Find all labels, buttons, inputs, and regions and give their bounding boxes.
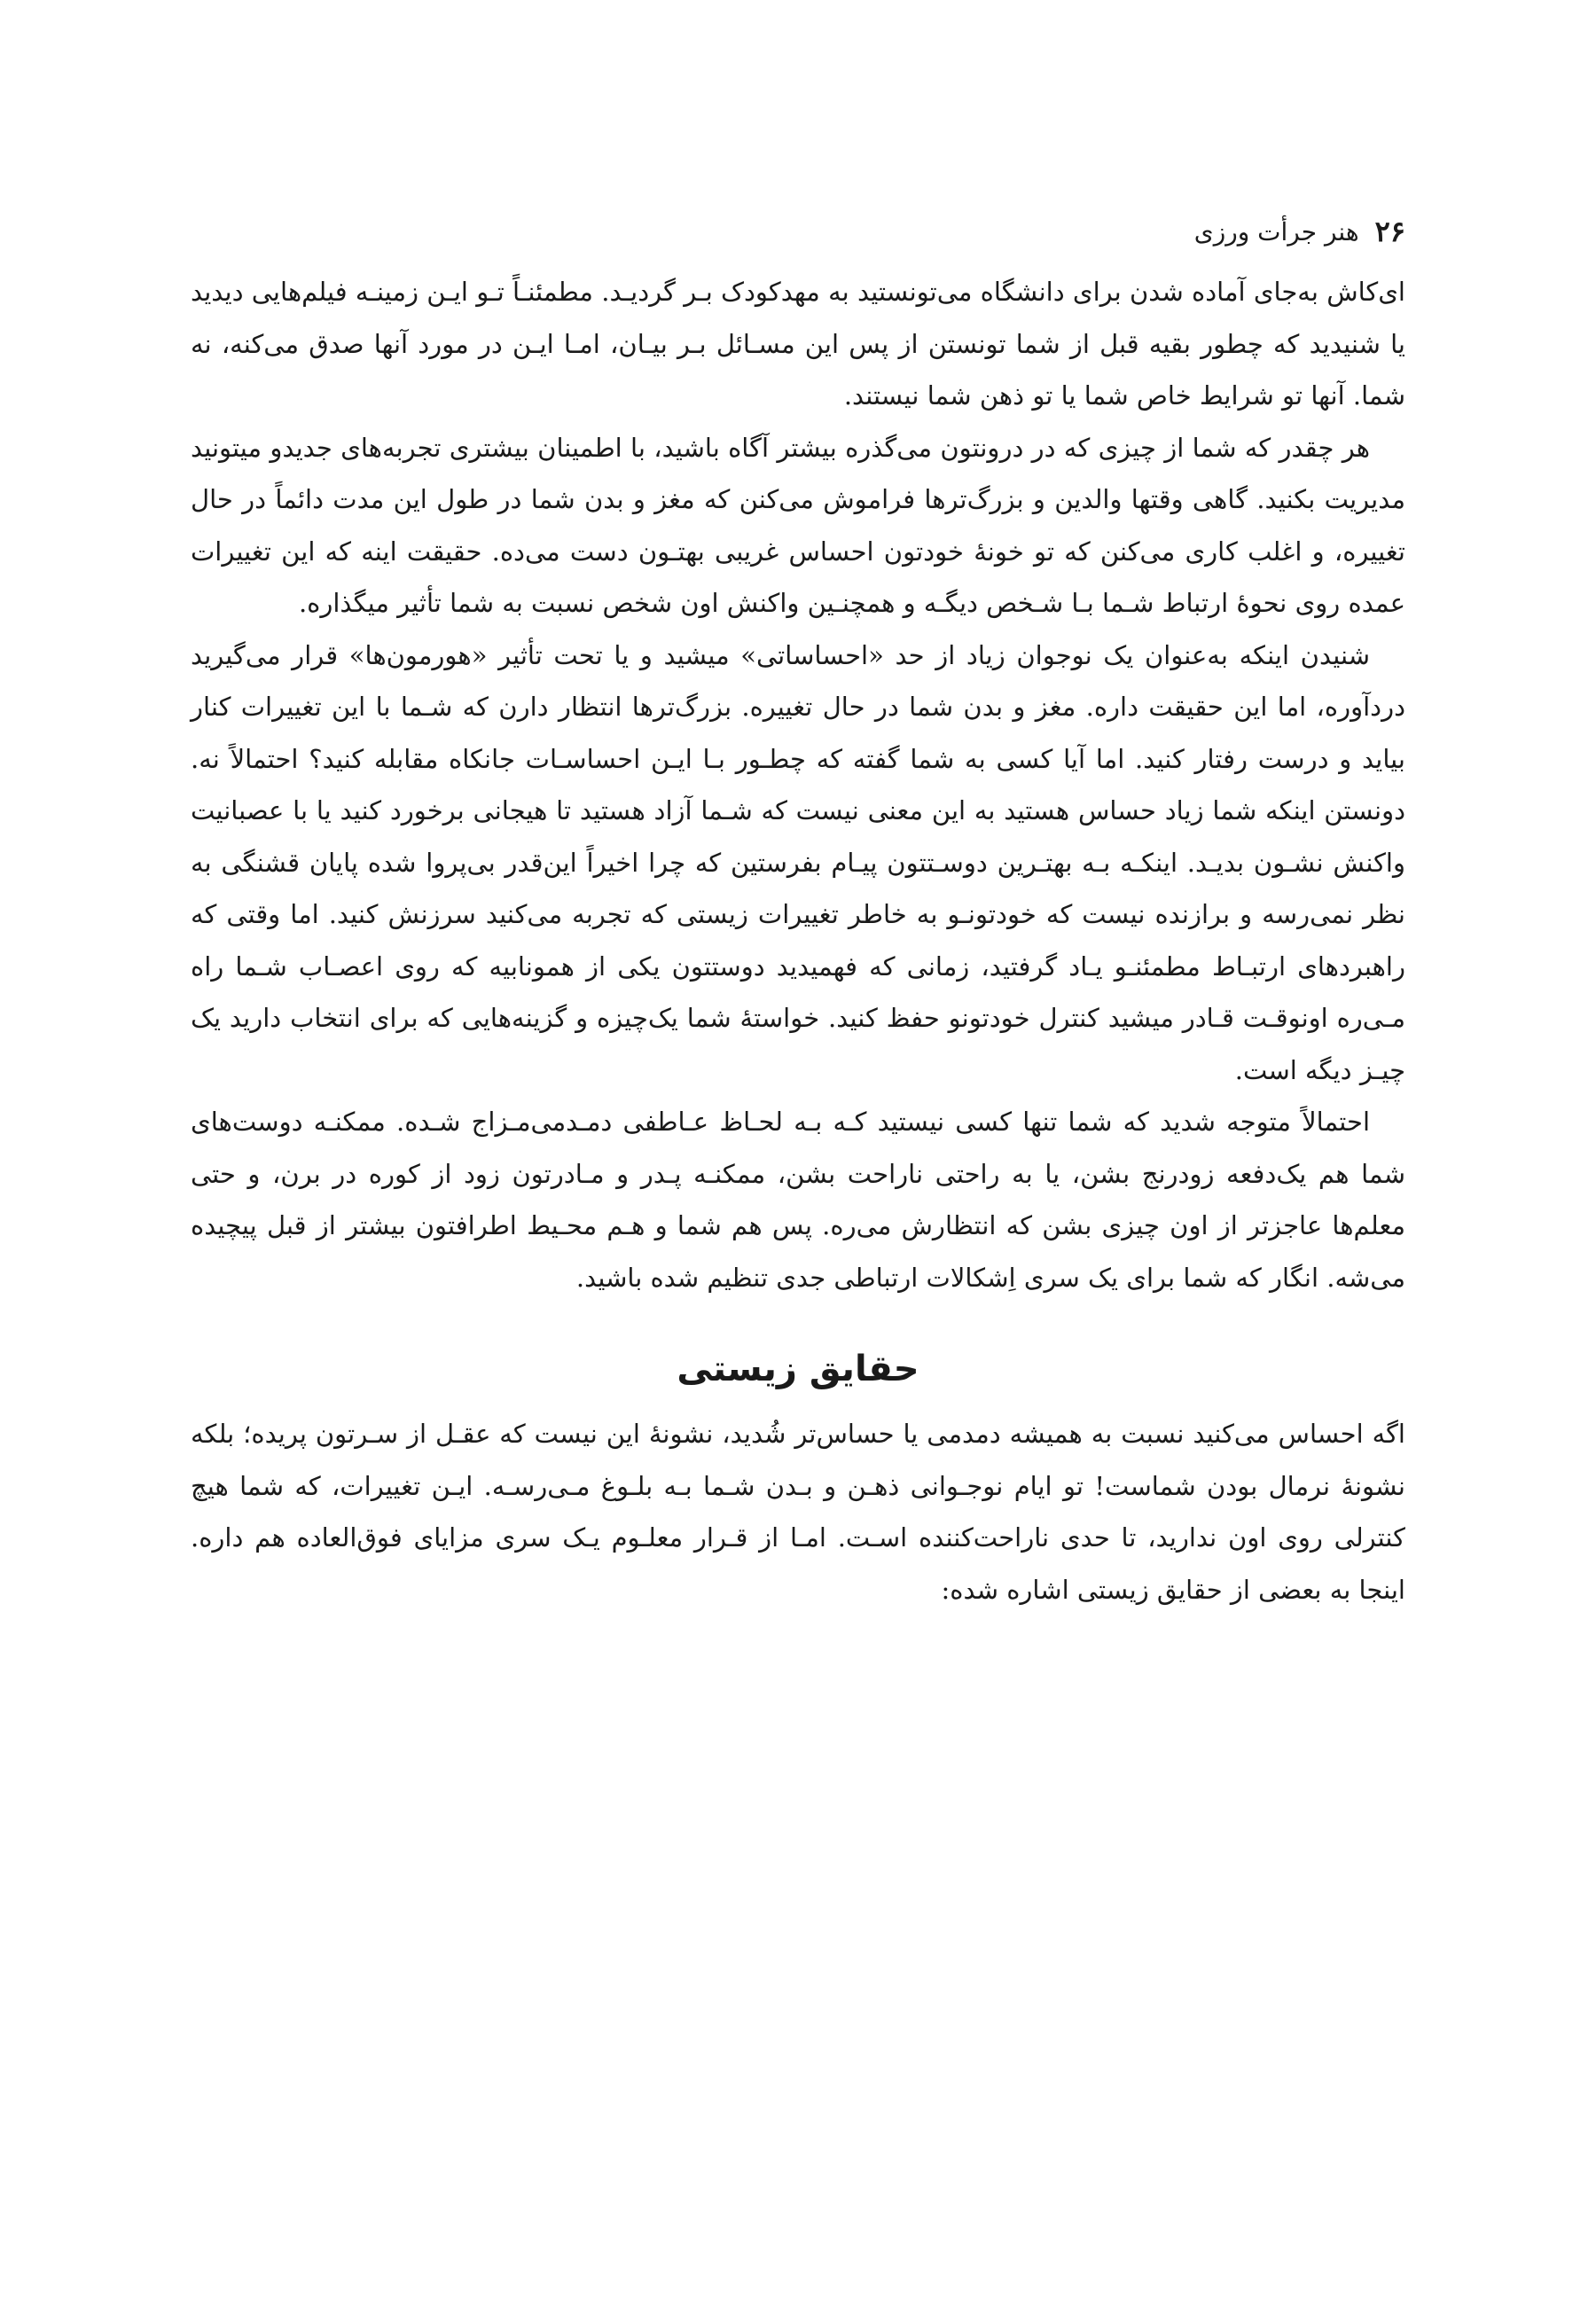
paragraph-3: شنیدن اینکه به‌عنوان یک نوجوان زیاد از حد «احساساتی» میشید و یا تحت تأثیر «هورمون‌ها» قرار می‌گیرید دردآوره، اما این حقیقت داره. مغز و بدن شما در حال تغییره. بزرگ‌ترها انتظار دارن که شـما با این تغییرات کنار بیاید و درست رفتار کنید. اما آیا کسی به شما گفته که چطـور بـا ایـن احساسـات جانکاه مقابله کنید؟ احتمالاً نه. دونستن اینکه شما زیاد حساس هستید به این معنی نیست که شـما آزاد هستید تا هیجانی برخورد کنید یا با عصبانیت واکنش نشـون بدیـد. اینکـه بـه بهتـرین دوسـتتون پیـام بفرستین که چرا اخیراً این‌قدر بی‌پروا شده پایان قشنگی به نظر نمی‌رسه و برازنده نیست که خودتونـو به خاطر تغییرات زیستی که تجربه می‌کنید سرزنش کنید. اما وقتی که راهبردهای ارتبـاط مطمئنـو یـاد گرفتید، زمانی که فهمیدید دوستتون یکی از همونابیه که روی اعصـاب شـما راه مـی‌ره اونوقـت قـادر میشید کنترل خودتونو حفظ کنید. خواستهٔ شما یک‌چیزه و گزینه‌هایی که برای انتخاب دارید یک چیـز دیگه است. <box>191 639 1405 1085</box>
running-title: هنر جرأت ورزی <box>1193 216 1359 246</box>
paragraph-2: هر چقدر که شما از چیزی که در درونتون می‌گذره بیشتر آگاه باشید، با اطمینان بیشتری تجربه‌های جدیدو میتونید مدیریت بکنید. گاهی وقتها والدین و بزرگ‌ترها فراموش می‌کنن که مغز و بدن شما در طول این مدت دائماً در حال تغییره، و اغلب کاری می‌کنن که تو خونهٔ خودتون احساس غریبی بهتـون دست می‌ده. حقیقت اینه که این تغییرات عمده روی نحوهٔ ارتباط شـما بـا شـخص دیگـه و همچنـین واکنش اون شخص نسبت به شما تأثیر میگذاره. <box>191 432 1405 618</box>
paragraph-4: احتمالاً متوجه شدید که شما تنها کسی نیستید کـه بـه لحـاظ عـاطفی دمـدمی‌مـزاج شـده. ممکنـه دوست‌های شما هم یک‌دفعه زودرنج بشن، یا به راحتی ناراحت بشن، ممکنـه پـدر و مـادرتون زود از کوره در برن، و حتی معلم‌ها عاجزتر از اون چیزی بشن که انتظارش می‌ره. پس هم شما و هـم محـیط اطرافتون بیشتر از قبل پیچیده می‌شه. انگار که شما برای یک سری اِشکالات ارتباطی جدی تنظیم شده باشید. <box>191 1107 1405 1293</box>
section-heading: حقایق زیستی <box>677 1349 919 1389</box>
body-text <box>191 266 1405 1615</box>
paragraph-1: ای‌کاش به‌جای آماده شدن برای دانشگاه می‌تونستید به مهدکودک بـر گردیـد. مطمئنـاً تـو ایـن زمینـه فیلم‌هایی دیدید یا شنیدید که چطور بقیه قبل از شما تونستن از پس این مسـائل بـر بیـان، امـا ایـن در مورد آنها صدق می‌کنه، نه شما. آنها تو شرایط خاص شما یا تو ذهن شما نیستند. <box>191 277 1405 411</box>
page-number: ۲۶ <box>1374 215 1405 248</box>
section-paragraph: اگه احساس می‌کنید نسبت به همیشه دمدمی یا حساس‌تر شُدید، نشونهٔ این نیست که عقـل از سـرتون پریده؛ بلکه نشونهٔ نرمال بودن شماست! تو ایام نوجـوانی ذهـن و بـدن شـما بـه بلـوغ مـی‌رسـه. ایـن تغییرات، که شما هیچ کنترلی روی اون ندارید، تا حدی ناراحت‌کننده اسـت. امـا از قـرار معلـوم یـک سری مزایای فوق‌العاده هم داره. اینجا به بعضی از حقایق زیستی اشاره شده: <box>191 1419 1405 1605</box>
page-header <box>191 209 1405 254</box>
